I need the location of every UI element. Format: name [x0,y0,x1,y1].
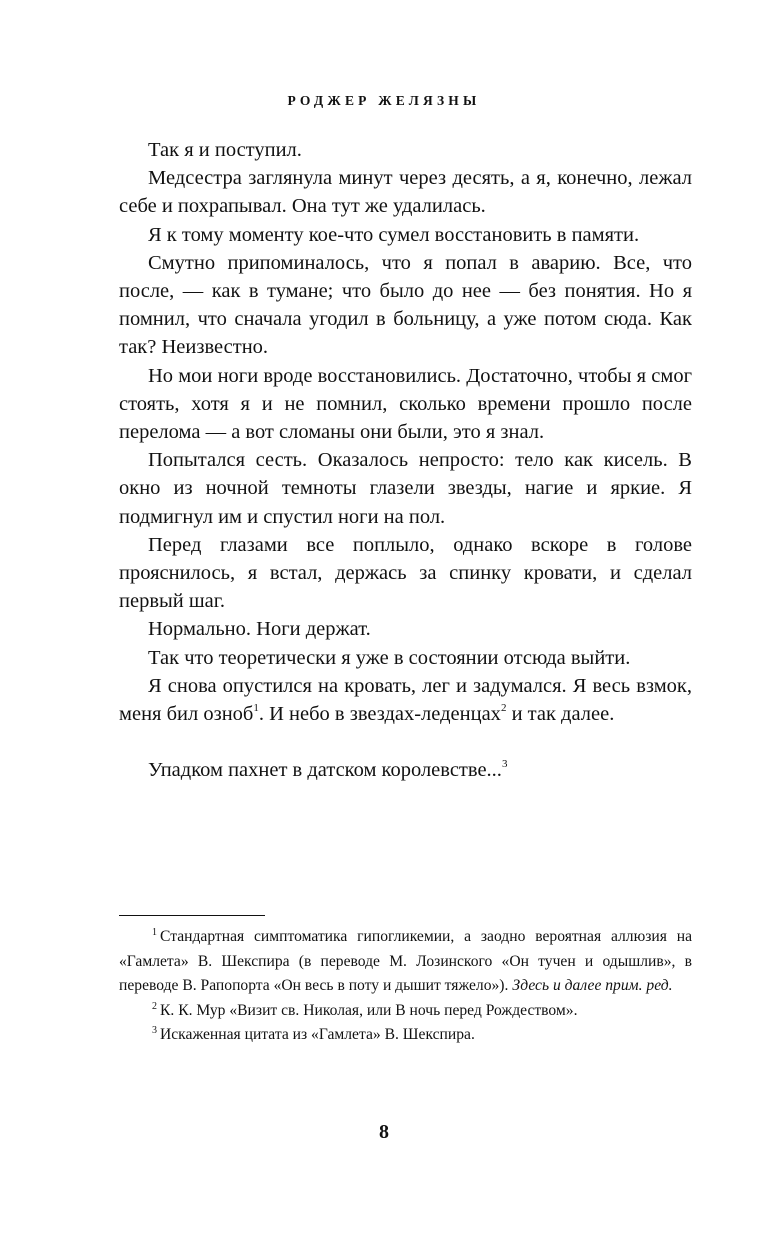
paragraph: Перед глазами все поплыло, однако вскоре в голове прояснилось, я встал, держась за спинку кровати, и сделал первый шаг. [119,533,692,613]
page-number: 8 [379,1121,389,1143]
paragraph: Попытался сесть. Оказалось непросто: тело как кисель. В окно из ночной темноты глазели звезды, нагие и яркие. Я подмигнул им и спустил ноги на пол. [119,449,692,528]
paragraph: Я к тому моменту кое-что сумел восстановить в памяти. [148,223,640,246]
footnote-2 [119,999,692,1024]
footnote-number: 1 [152,927,157,938]
footnote-ref-3: 3 [501,758,508,771]
footnote-1 [119,925,692,999]
paragraph: Медсестра заглянула минут через десять, а я, конечно, лежал себе и похрапывал. Она тут же удалилась. [119,167,692,218]
footnote-editor-note: Здесь и далее прим. ред. [512,977,673,994]
paragraph: Но мои ноги вроде восстановились. Достаточно, чтобы я смог стоять, хотя я и не помнил, сколько времени прошло после перелома — а вот сломаны они были, это я знал. [119,364,692,444]
footnote-divider [119,915,265,916]
epigraph-line [119,756,692,784]
epigraph-text: Упадком пахнет в датском королевстве... [148,759,502,782]
paragraph: Смутно припоминалось, что я попал в аварию. Все, что после, — как в тумане; что было до нее — без понятия. Но я помнил, что сначала угодил в больницу, а уже потом сюда. Как так? Неизвестно. [119,251,692,359]
footnote-number: 3 [152,1025,157,1036]
paragraph-text: Я снова опустился на кровать, лег и задумался. Я весь взмок, меня бил озноб [119,674,692,726]
paragraph: Так я и поступил. [148,139,302,161]
footnote-ref-1: 1 [253,702,259,715]
footnote-3 [119,1023,692,1048]
running-title: РОДЖЕР ЖЕЛЯЗНЫ [287,93,481,108]
footnote-number: 2 [152,1000,157,1012]
footnote-ref-2: 2 [500,702,507,715]
footnote-text: К. К. Мур «Визит св. Николая, или В ночь перед Рождеством». [160,1001,578,1019]
paragraph-with-footnotes [119,672,692,728]
paragraph-text: . И небо в звездах-леденцах [258,703,501,726]
main-text [119,136,692,785]
paragraph: Нормально. Ноги держат. [148,618,371,641]
footnote-text: Стандартная симптоматика гипогликемии, а заодно вероятная аллюзия на «Гамлета» В. Шекспира (в переводе М. Лозинского «Он тучен и одышлив», в переводе В. Рапопорта «Он весь в поту и дышит тяжело»). [119,928,692,994]
footnotes [119,925,692,1048]
paragraph: Так что теоретически я уже в состоянии отсюда выйти. [148,646,631,669]
footnote-text: Искаженная цитата из «Гамлета» В. Шекспира. [160,1026,475,1043]
paragraph-text: и так далее. [506,703,615,726]
